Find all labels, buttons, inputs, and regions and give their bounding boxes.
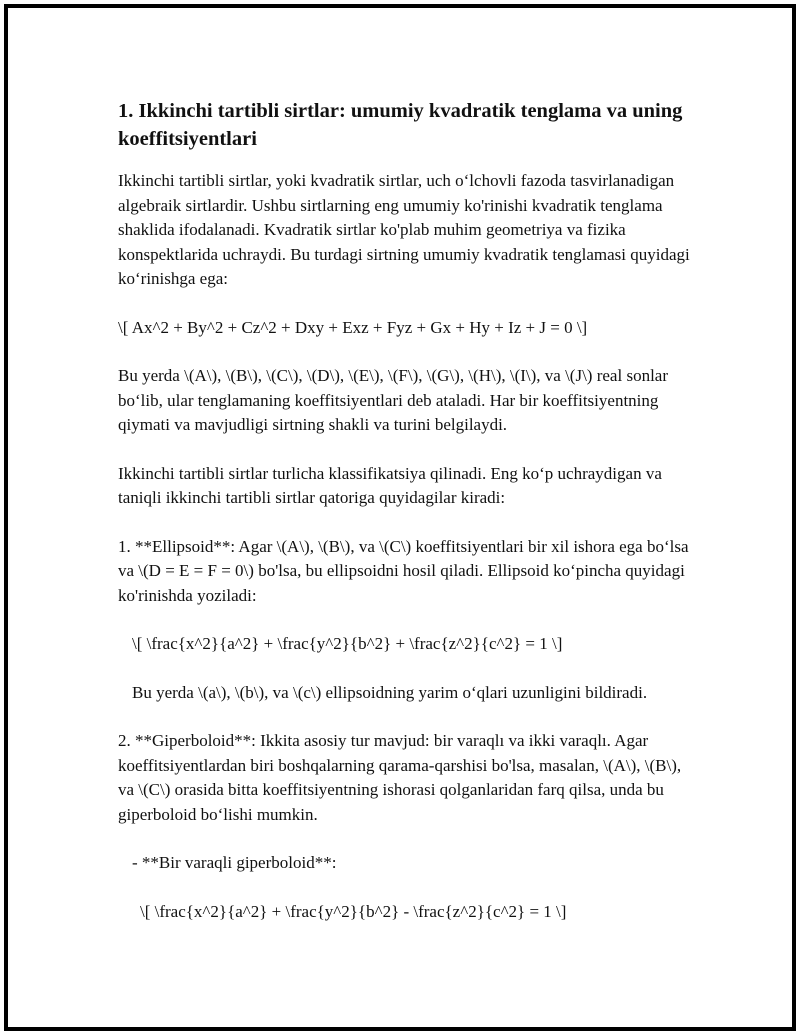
- one-sheet-hyperboloid-item: - **Bir varaqli giperboloid**:: [132, 853, 337, 872]
- document-body: [118, 97, 698, 948]
- general-equation: \[ Ax^2 + By^2 + Cz^2 + Dxy + Exz + Fyz + Gx + Hy + Iz + J = 0 \]: [118, 317, 588, 337]
- document-page: [4, 4, 796, 1031]
- hyperboloid-paragraph: 2. **Giperboloid**: Ikkita asosiy tur mavjud: bir varaqlı va ikki varaqlı. Agar koeffitsiyentlardan biri boshqalarning qarama-qarshisi bo'lsa, masalan, \(A\), \(B\), va \(C\) orasida bitta koeffitsiyentning ishorasi qolganlaridan farq qilsa, unda bu giperboloid boʻlishi mumkin.: [118, 731, 682, 824]
- ellipsoid-note: Bu yerda \(a\), \(b\), va \(c\) ellipsoidning yarim oʻqlari uzunligini bildiradi.: [132, 682, 648, 702]
- one-sheet-equation: \[ \frac{x^2}{a^2} + \frac{y^2}{b^2} - \frac{z^2}{c^2} = 1 \]: [140, 901, 567, 921]
- ellipsoid-paragraph: 1. **Ellipsoid**: Agar \(A\), \(B\), va \(C\) koeffitsiyentlari bir xil ishora ega boʻlsa va \(D = E = F = 0\) bo'lsa, bu ellipsoidni hosil qiladi. Ellipsoid koʻpincha quyidagi ko'rinishda yoziladi:: [118, 536, 689, 605]
- section-heading: 1. Ikkinchi tartibli sirtlar: umumiy kvadratik tenglama va uning koeffitsiyentlari: [118, 100, 683, 150]
- coefficients-paragraph: Bu yerda \(A\), \(B\), \(C\), \(D\), \(E\), \(F\), \(G\), \(H\), \(I\), va \(J\) real sonlar boʻlib, ular tenglamaning koeffitsiyentlari deb ataladi. Har bir koeffitsiyentning qiymati va mavjudligi sirtning shakli va turini belgilaydi.: [118, 366, 668, 434]
- intro-paragraph: Ikkinchi tartibli sirtlar, yoki kvadratik sirtlar, uch oʻlchovli fazoda tasvirlanadigan algebraik sirtlardir. Ushbu sirtlarning eng umumiy ko'rinishi kvadratik tenglama shaklida ifodalanadi. Kvadratik sirtlar ko'plab muhim geometriya va fizika konspektlarida uchraydi. Bu turdagi sirtning umumiy kvadratik tenglamasi quyidagi koʻrinishga ega:: [118, 171, 690, 288]
- ellipsoid-equation: \[ \frac{x^2}{a^2} + \frac{y^2}{b^2} + \frac{z^2}{c^2} = 1 \]: [132, 634, 563, 653]
- classification-paragraph: Ikkinchi tartibli sirtlar turlicha klassifikatsiya qilinadi. Eng koʻp uchraydigan va taniqli ikkinchi tartibli sirtlar qatoriga quyidagilar kiradi:: [118, 463, 662, 507]
